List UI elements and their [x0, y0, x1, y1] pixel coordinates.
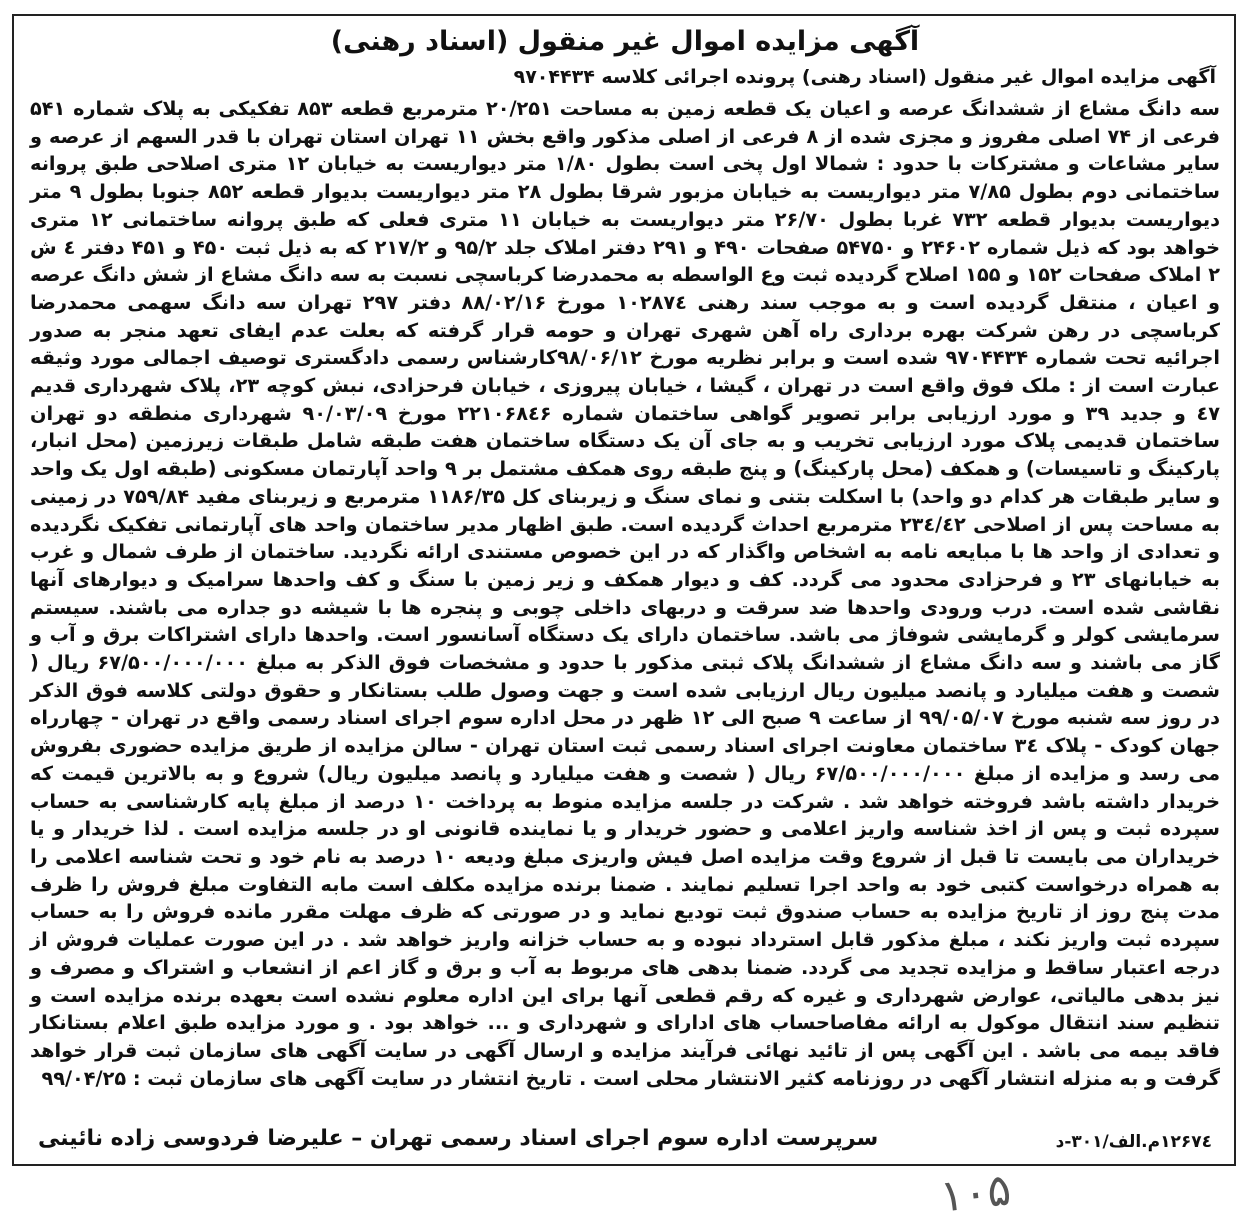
- notice-body: [30, 95, 1220, 1092]
- notice-paragraph: سه دانگ مشاع از ششدانگ عرصه و اعیان یک قطعه زمین به مساحت ۲۰/۲۵۱ مترمربع قطعه ۸۵۳ تفکیکی به پلاک شماره ۵۴۱ فرعی از ۷۴ اصلی مفروز و مجزی شده از ۸ فرعی از اصلی مذکور واقع بخش ۱۱ تهران استان تهران با قدر السهم از عرصه و سایر مشاعات و مشترکات با حدود : شمالا اول پخی است بطول ۱/۸۰ متر دیواریست به خیابان ۱۲ متری اصلاحی طبق پروانه ساختمانی دوم بطول ۷/۸۵ متر دیواریست به خیابان مزبور شرقا بطول ۲۸ متر دیواریست بدیوار قطعه ۸۵۲ جنوبا بطول ۹ متر دیواریست بدیوار قطعه ۷۳۲ غربا بطول ۲۶/۷۰ متر دیواریست به خیابان ۱۱ متری فعلی که طبق پروانه ساختمانی ۱۲ متری خواهد بود که ذیل شماره ۲۴۶۰۲ و ۵۴۷۵۰ صفحات ۴۹۰ و ۲۹۱ دفتر املاک جلد ۹۵/۲ و ۲۱۷/۲ که به ذیل ثبت ۴۵۰ و ۴۵۱ دفتر ٤ ش ۲ املاک صفحات ۱۵۲ و ۱۵۵ اصلاح گردیده ثبت وع الواسطه به محمدرضا کرباسچی نسبت به سه دانگ مشاع از شش دانگ عرصه و اعیان ، منتقل گردیده است و به موجب سند رهنی ۱۰۲۸۷٤ مورخ ۸۸/۰۲/۱۶ دفتر ۲۹۷ تهران سه دانگ سهمی محمدرضا کرباسچی در رهن شرکت بهره برداری راه آهن شهری تهران و حومه قرار گرفته که بعلت عدم ایفای تعهد منجر به صدور اجرائیه تحت شماره ۹۷۰۴۴۳۴ شده است و برابر نظریه مورخ ۹۸/۰۶/۱۲کارشناس رسمی دادگستری توصیف اجمالی مورد وثیقه عبارت است از : ملک فوق واقع است در تهران ، گیشا ، خیابان پیروزی ، خیابان فرحزادی، نبش کوچه ۲۳، پلاک شهرداری قدیم ٤۷ و جدید ۳۹ و مورد ارزیابی برابر تصویر گواهی ساختمان شماره ۲۲۱۰۶۸٤۶ مورخ ۹۰/۰۳/۰۹ شهرداری منطقه دو تهران ساختمان قدیمی پلاک مورد ارزیابی تخریب و به جای آن یک دستگاه ساختمان هفت طبقه شامل طبقات زیرزمین (محل انبار، پارکینگ و تاسیسات) و همکف (محل پارکینگ) و پنج طبقه روی همکف مشتمل بر ۹ واحد آپارتمان مسکونی (طبقه اول یک واحد و سایر طبقات هر کدام دو واحد) با اسکلت بتنی و نمای سنگ و زیربنای کل ۱۱۸۶/۳۵ مترمربع و زیربنای مفید ۷۵۹/۸۴ در زمینی به مساحت پس از اصلاحی ۲۳٤/٤۲ مترمربع احداث گردیده است. طبق اظهار مدیر ساختمان واحد های آپارتمانی تفکیک نگردیده و تعدادی از واحد ها با مبایعه نامه به اشخاص واگذار که در این خصوص مستندی ارائه نگردید. ساختمان از طرف شمال و غرب به خیابانهای ۲۳ و فرحزادی محدود می گردد. کف و دیوار همکف و زیر زمین با سنگ و کف واحدها سرامیک و دیوارهای آنها نقاشی شده است. درب ورودی واحدها ضد سرقت و دربهای داخلی چوبی و پنجره ها با شیشه دو جداره می باشند. سیستم سرمایشی کولر و گرمایشی شوفاژ می باشد. ساختمان دارای یک دستگاه آسانسور است. واحدها دارای اشتراکات برق و آب و گاز می باشند و سه دانگ مشاع از ششدانگ پلاک ثبتی مذکور با حدود و مشخصات فوق الذکر به مبلغ ۶۷/۵۰۰/۰۰۰/۰۰۰ ریال ( شصت و هفت میلیارد و پانصد میلیون ریال ارزیابی شده است و جهت وصول طلب بستانکار و حقوق دولتی کلاسه فوق الذکر در روز سه شنبه مورخ ۹۹/۰۵/۰۷ از ساعت ۹ صبح الی ۱۲ ظهر در محل اداره سوم اجرای اسناد رسمی واقع در تهران - چهارراه جهان کودک - پلاک ۳٤ ساختمان معاونت اجرای اسناد رسمی ثبت استان تهران - سالن مزایده از طریق مزایده حضوری بفروش می رسد و مزایده از مبلغ ۶۷/۵۰۰/۰۰۰/۰۰۰ ریال ( شصت و هفت میلیارد و پانصد میلیون ریال) شروع و به بالاترین قیمت که خریدار داشته باشد فروخته خواهد شد . شرکت در جلسه مزایده منوط به پرداخت ۱۰ درصد از مبلغ پایه کارشناسی به حساب سپرده ثبت و پس از اخذ شناسه واریز اعلامی و حضور خریدار و یا نماینده قانونی او در جلسه مزایده است . لذا خریدار و یا خریداران می بایست تا قبل از شروع وقت مزایده اصل فیش واریزی مبلغ ودیعه ۱۰ درصد به نام خود و تحت شناسه اعلامی را به همراه درخواست کتبی خود به واحد اجرا تسلیم نمایند . ضمنا برنده مزایده مکلف است مابه التفاوت مبلغ فروش را ظرف مدت پنج روز از تاریخ مزایده به حساب صندوق ثبت تودیع نماید و در صورتی که ظرف مهلت مقرر مانده فروش را به حساب سپرده ثبت واریز نکند ، مبلغ مذکور قابل استرداد نبوده و به حساب خزانه واریز خواهد شد . در این صورت عملیات فروش از درجه اعتبار ساقط و مزایده تجدید می گردد. ضمنا بدهی های مربوط به آب و برق و گاز اعم از انشعاب و اشتراک و مصرف و نیز بدهی مالیاتی، عوارض شهرداری و غیره که رقم قطعی آنها برای این اداره معلوم نشده است بعهده برنده مزایده است و تنظیم سند انتقال موکول به ارائه مفاصاحساب های ادارای و شهرداری و ... خواهد بود . و مورد مزایده طبق اعلام بستانکار فاقد بیمه می باشد . این آگهی پس از تائید نهائی فرآیند مزایده و ارسال آگهی در سایت آگهی های سازمان ثبت قرار خواهد گرفت و به منزله انتشار آگهی در روزنامه کثیر الانتشار محلی است . تاریخ انتشار در سایت آگهی های سازمان ثبت : ۹۹/۰۴/۲۵: [30, 97, 1221, 1090]
- signature: سرپرست اداره سوم اجرای اسناد رسمی تهران – علیرضا فردوسی زاده نائینی: [38, 1126, 879, 1151]
- signature-row: [30, 1126, 1220, 1160]
- handwritten-mark: ۱۰۵: [937, 1164, 1014, 1223]
- notice-code: ۱۲۶۷٤م.الف/۳۰۱-د: [1055, 1132, 1212, 1152]
- notice-subtitle: آگهی مزایده اموال غیر منقول (اسناد رهنی) پرونده اجرائی کلاسه ۹۷۰۴۴۳۴: [513, 66, 1216, 88]
- notice-title: آگهی مزایده اموال غیر منقول (اسناد رهنی): [330, 26, 920, 57]
